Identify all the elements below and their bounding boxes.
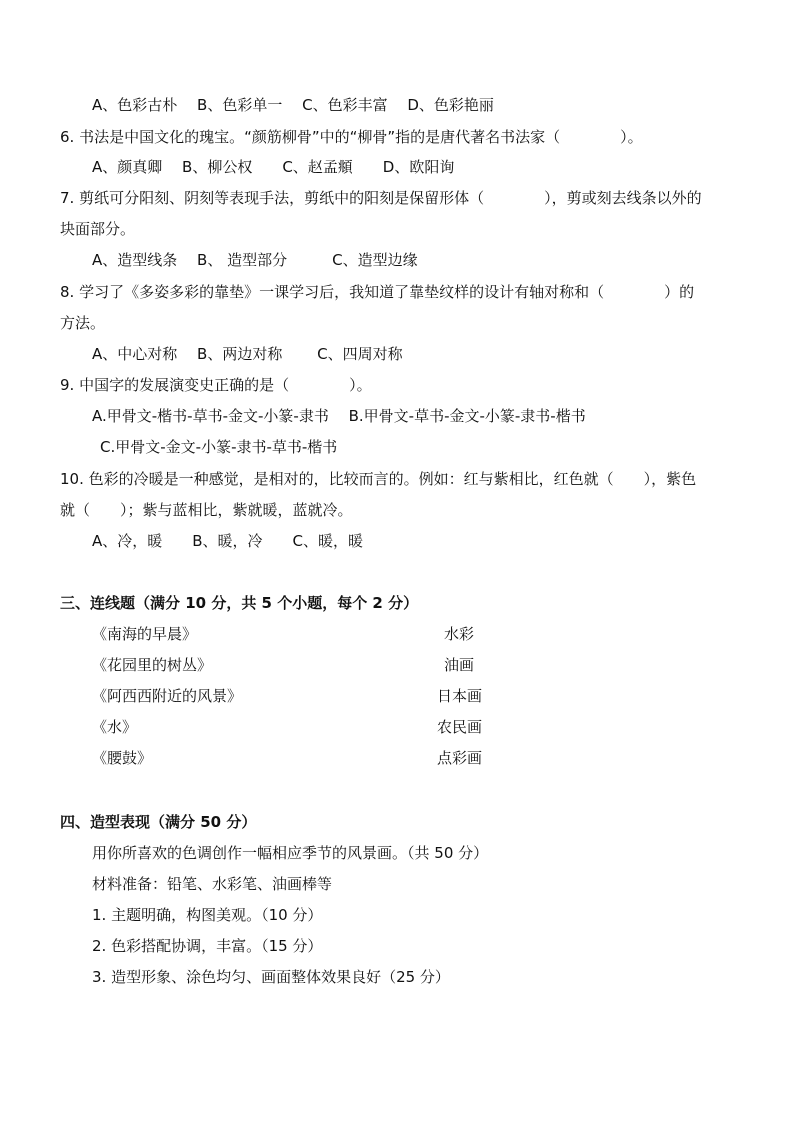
q5-options: A、色彩古朴 B、色彩单一 C、色彩丰富 D、色彩艳丽 [92,96,494,114]
matching-right-item: 日本画 [437,687,483,705]
q9-option-c: C.甲骨文-金文-小篆-隶书-草书-楷书 [100,438,338,456]
section4-criterion: 3. 造型形象、涂色均匀、画面整体效果良好（25 分） [92,968,450,986]
matching-left-item: 《南海的早晨》 [92,625,198,643]
q8-stem-line1: 8. 学习了《多姿多彩的靠垫》一课学习后，我知道了靠垫纹样的设计有轴对称和（ ）的 [60,283,695,301]
matching-left-item: 《水》 [92,718,138,736]
q8-options: A、中心对称 B、两边对称 C、四周对称 [92,345,403,363]
section4-criterion: 2. 色彩搭配协调，丰富。（15 分） [92,937,323,955]
matching-left-item: 《阿西西附近的风景》 [92,687,243,705]
matching-left-item: 《腰鼓》 [92,749,153,767]
matching-left-item: 《花园里的树丛》 [92,656,213,674]
q10-stem-line1: 10. 色彩的冷暖是一种感觉，是相对的，比较而言的。例如：红与紫相比，红色就（ ），紫色 [60,470,697,488]
section4-heading: 四、造型表现（满分 50 分） [60,813,257,831]
q7-stem-line2: 块面部分。 [60,220,136,238]
matching-right-item: 农民画 [437,718,483,736]
matching-right-item: 油画 [444,656,475,674]
q6-options: A、颜真卿 B、柳公权 C、赵孟頫 D、欧阳询 [92,158,455,176]
section4-task: 用你所喜欢的色调创作一幅相应季节的风景画。（共 50 分） [92,844,489,862]
q7-options: A、造型线条 B、 造型部分 C、造型边缘 [92,251,418,269]
section3-heading: 三、连线题（满分 10 分，共 5 个小题，每个 2 分） [60,594,419,612]
section4-criterion: 1. 主题明确，构图美观。（10 分） [92,906,323,924]
q10-stem-line2: 就（ ）；紫与蓝相比，紫就暖，蓝就冷。 [60,501,353,519]
q8-stem-line2: 方法。 [60,314,106,332]
q10-options: A、冷，暖 B、暖，冷 C、暖，暖 [92,532,364,550]
q6-stem: 6. 书法是中国文化的瑰宝。“颜筋柳骨”中的“柳骨”指的是唐代著名书法家（ ）。 [60,128,643,146]
q7-stem-line1: 7. 剪纸可分阳刻、阴刻等表现手法，剪纸中的阳刻是保留形体（ ），剪或刻去线条以外的 [60,189,702,207]
q9-stem: 9. 中国字的发展演变史正确的是（ ）。 [60,376,372,394]
matching-right-item: 水彩 [444,625,475,643]
q9-option-ab: A.甲骨文-楷书-草书-金文-小篆-隶书 B.甲骨文-草书-金文-小篆-隶书-楷书 [92,407,586,425]
section4-materials: 材料准备：铅笔、水彩笔、油画棒等 [92,875,333,893]
matching-right-item: 点彩画 [437,749,483,767]
